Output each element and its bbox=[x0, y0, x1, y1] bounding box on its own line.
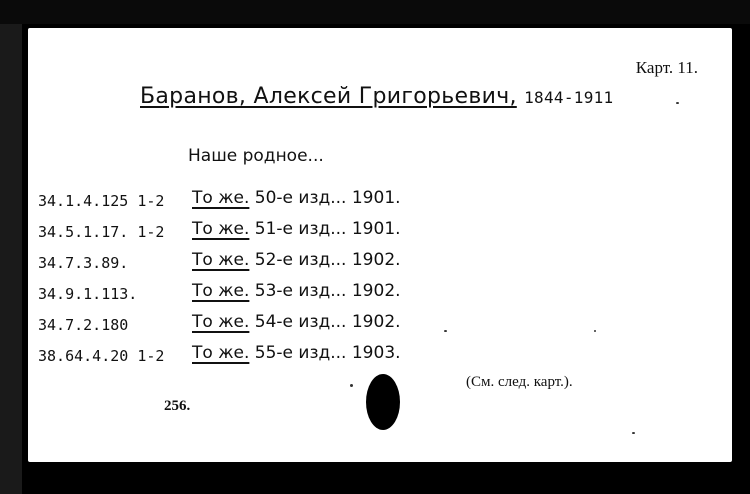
scan-speck bbox=[632, 432, 635, 434]
edition-entry bbox=[38, 281, 478, 309]
same-as-above: То же. bbox=[192, 250, 250, 270]
scan-speck bbox=[594, 330, 596, 332]
edition-entry bbox=[38, 343, 478, 371]
scan-edge-top bbox=[0, 0, 750, 24]
same-as-above: То же. bbox=[192, 188, 250, 208]
shelfmark: 34.7.2.180 bbox=[38, 316, 129, 334]
page-number: 256. bbox=[164, 398, 191, 414]
edition-detail: 53-е изд... 1902. bbox=[254, 281, 401, 301]
punch-hole bbox=[366, 374, 400, 430]
shelfmark: 34.5.1.17. 1-2 bbox=[38, 223, 165, 241]
continued-note: (См. след. карт.). bbox=[466, 374, 573, 390]
same-as-above: То же. bbox=[192, 343, 250, 363]
edition-reference bbox=[192, 250, 401, 270]
shelfmark: 38.64.4.20 1-2 bbox=[38, 347, 165, 365]
edition-reference bbox=[192, 343, 401, 363]
edition-detail: 54-е изд... 1902. bbox=[254, 312, 401, 332]
edition-reference bbox=[192, 219, 401, 239]
shelfmark: 34.7.3.89. bbox=[38, 254, 129, 272]
edition-reference bbox=[192, 312, 401, 332]
same-as-above: То же. bbox=[192, 312, 250, 332]
edition-detail: 52-е изд... 1902. bbox=[254, 250, 401, 270]
scan-speck bbox=[350, 384, 353, 387]
edition-detail: 51-е изд... 1901. bbox=[254, 219, 401, 239]
author-dates: 1844-1911 bbox=[524, 88, 614, 107]
author-name: Баранов, Алексей Григорьевич, bbox=[140, 84, 517, 109]
edition-entry bbox=[38, 188, 478, 216]
work-title: Наше родное... bbox=[188, 146, 324, 166]
edition-entry bbox=[38, 250, 478, 278]
scan-speck bbox=[676, 102, 679, 104]
same-as-above: То же. bbox=[192, 281, 250, 301]
edition-detail: 50-е изд... 1901. bbox=[254, 188, 401, 208]
edition-entry bbox=[38, 219, 478, 247]
edition-reference bbox=[192, 188, 401, 208]
author-heading bbox=[140, 84, 614, 109]
shelfmark: 34.1.4.125 1-2 bbox=[38, 192, 165, 210]
scan-edge-left bbox=[0, 0, 22, 494]
catalog-card bbox=[28, 28, 732, 462]
edition-detail: 55-е изд... 1903. bbox=[254, 343, 401, 363]
edition-reference bbox=[192, 281, 401, 301]
shelfmark: 34.9.1.113. bbox=[38, 285, 138, 303]
edition-entry bbox=[38, 312, 478, 340]
scan-speck bbox=[444, 330, 447, 332]
card-number: Карт. 11. bbox=[635, 58, 698, 77]
same-as-above: То же. bbox=[192, 219, 250, 239]
